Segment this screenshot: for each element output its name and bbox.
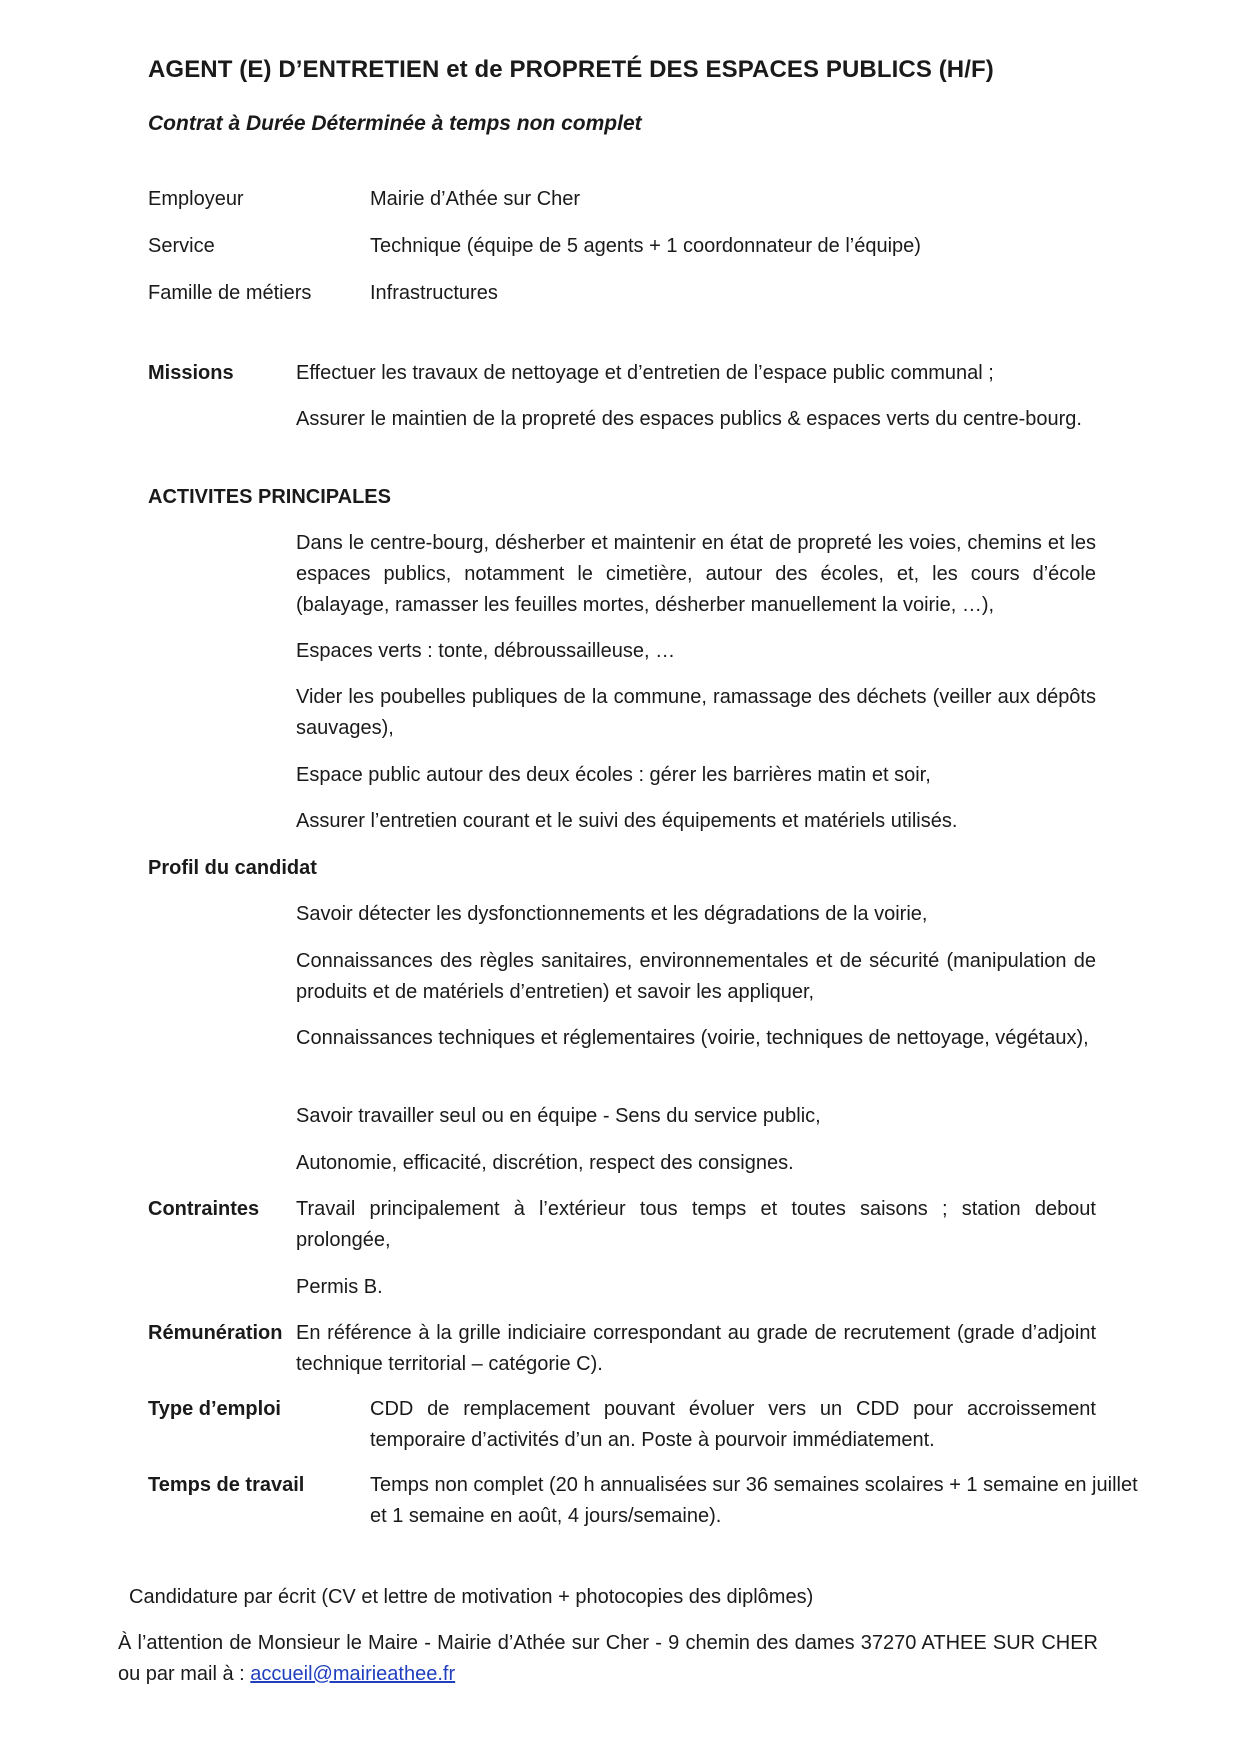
temps-travail-label: Temps de travail <box>148 1474 305 1496</box>
activites-item: Dans le centre-bourg, désherber et maintenir en état de propreté les voies, chemins et les espaces publics, notamment le cimetière, autour des écoles, et, les cours d’école (balayage, ramasser les feuilles mortes, désherber manuellement la voirie, …), <box>296 532 1096 616</box>
info-label: Service <box>148 235 215 257</box>
profil-label: Profil du candidat <box>148 857 317 879</box>
info-row-employeur <box>148 184 1148 215</box>
profil-item: Connaissances des règles sanitaires, environnementales et de sécurité (manipulation de produits et de matériels d’entretien) et savoir les appliquer, <box>296 950 1096 1003</box>
profil-item: Savoir détecter les dysfonctionnements et les dégradations de la voirie, <box>296 903 928 925</box>
address-text: À l’attention de Monsieur le Maire - Mairie d’Athée sur Cher - 9 chemin des dames 37270 ATHEE SUR CHER ou par mail à : <box>118 1632 1098 1685</box>
temps-travail-line: Temps non complet (20 h annualisées sur 36 semaines scolaires + 1 semaine en juillet <box>370 1474 1138 1496</box>
info-label: Famille de métiers <box>148 282 312 304</box>
contraintes-label: Contraintes <box>148 1198 260 1220</box>
page-subtitle: Contrat à Durée Déterminée à temps non complet <box>148 112 642 135</box>
email-link[interactable]: accueil@mairieathee.fr <box>250 1663 456 1685</box>
activites-item: Vider les poubelles publiques de la commune, ramassage des déchets (veiller aux dépôts sauvages), <box>296 686 1096 739</box>
contraintes-item: Travail principalement à l’extérieur tous temps et toutes saisons ; station debout prolongée, <box>296 1198 1096 1251</box>
missions-label: Missions <box>148 362 234 384</box>
missions-item: Effectuer les travaux de nettoyage et d’entretien de l’espace public communal ; <box>296 362 994 384</box>
contraintes-item: Permis B. <box>296 1276 383 1298</box>
info-row-service <box>148 231 1148 262</box>
missions-item: Assurer le maintien de la propreté des espaces publics & espaces verts du centre-bourg. <box>296 408 1082 430</box>
remuneration-label: Rémunération <box>148 1322 283 1344</box>
activites-item: Assurer l’entretien courant et le suivi des équipements et matériels utilisés. <box>296 810 958 832</box>
info-label: Employeur <box>148 188 244 210</box>
activites-item: Espaces verts : tonte, débroussailleuse, … <box>296 640 676 662</box>
info-value: Infrastructures <box>370 282 498 304</box>
remuneration-text: En référence à la grille indiciaire correspondant au grade de recrutement (grade d’adjoint technique territorial – catégorie C). <box>296 1322 1096 1375</box>
page-title: AGENT (E) D’ENTRETIEN et de PROPRETÉ DES ESPACES PUBLICS (H/F) <box>148 56 994 83</box>
type-emploi-label: Type d’emploi <box>148 1398 281 1420</box>
info-row-famille <box>148 278 1148 309</box>
type-emploi-text: CDD de remplacement pouvant évoluer vers un CDD pour accroissement temporaire d’activités d’un an. Poste à pourvoir immédiatement. <box>370 1398 1096 1451</box>
profil-item: Connaissances techniques et réglementaires (voirie, techniques de nettoyage, végétaux), <box>296 1027 1089 1049</box>
activites-item: Espace public autour des deux écoles : gérer les barrières matin et soir, <box>296 764 931 786</box>
temps-travail-line: et 1 semaine en août, 4 jours/semaine). <box>370 1505 722 1527</box>
contact-address <box>118 1628 1098 1690</box>
candidature-note: Candidature par écrit (CV et lettre de motivation + photocopies des diplômes) <box>129 1586 814 1608</box>
info-value: Technique (équipe de 5 agents + 1 coordonnateur de l’équipe) <box>370 235 921 257</box>
info-value: Mairie d’Athée sur Cher <box>370 188 581 210</box>
activites-label: ACTIVITES PRINCIPALES <box>148 486 391 508</box>
profil-item: Autonomie, efficacité, discrétion, respect des consignes. <box>296 1152 794 1174</box>
profil-item: Savoir travailler seul ou en équipe - Sens du service public, <box>296 1105 821 1127</box>
